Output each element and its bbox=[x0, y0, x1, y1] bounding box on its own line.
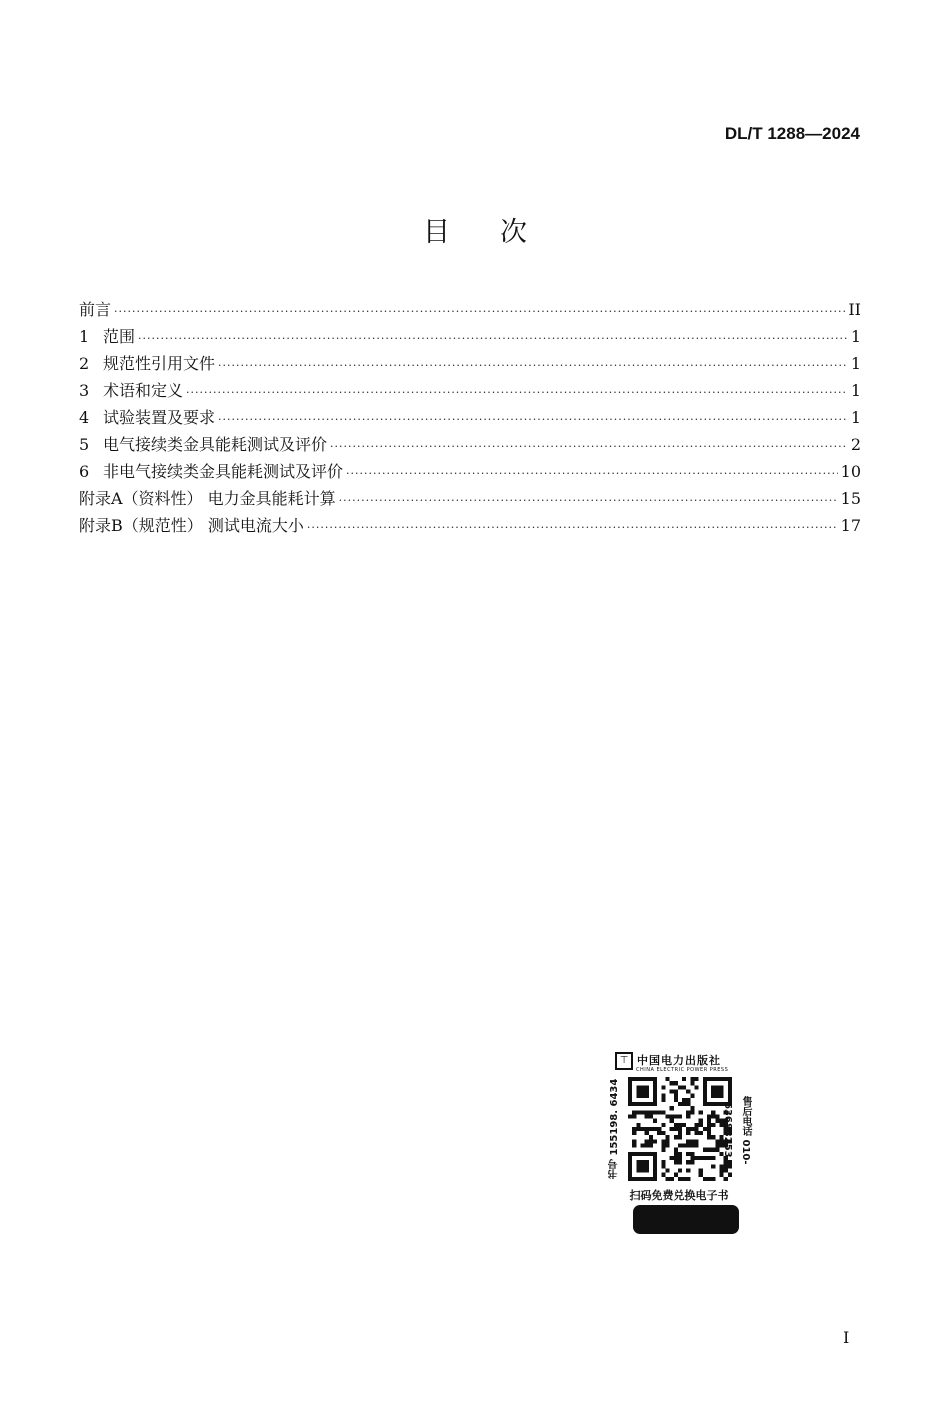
redacted-code-area bbox=[633, 1205, 739, 1234]
toc-entry-page: 17 bbox=[840, 516, 861, 535]
toc-entry-label: 电气接续类金具能耗测试及评价 bbox=[103, 435, 328, 454]
toc-entry-number: 2 bbox=[79, 354, 90, 373]
table-of-contents bbox=[79, 296, 861, 539]
toc-entry-preface[interactable] bbox=[79, 296, 861, 323]
publisher-name-en: CHINA ELECTRIC POWER PRESS bbox=[636, 1067, 729, 1073]
sales-phone: 售后电话 010-63683253 bbox=[722, 1095, 751, 1165]
toc-entry-label: 前言 bbox=[79, 300, 112, 319]
toc-entry-page: 10 bbox=[840, 462, 861, 481]
toc-leader-dots bbox=[114, 298, 845, 325]
toc-entry-number: 5 bbox=[79, 435, 90, 454]
toc-entry-terms[interactable] bbox=[79, 377, 861, 404]
toc-entry-label: 试验装置及要求 bbox=[103, 408, 216, 427]
toc-leader-dots bbox=[218, 352, 848, 379]
toc-leader-dots bbox=[218, 406, 848, 433]
toc-entry-label: 范围 bbox=[103, 327, 136, 346]
toc-entry-normative-references[interactable] bbox=[79, 350, 861, 377]
toc-entry-page: II bbox=[848, 300, 861, 319]
toc-entry-page: 1 bbox=[850, 408, 861, 427]
toc-leader-dots bbox=[138, 325, 848, 352]
toc-entry-electrical-fittings[interactable] bbox=[79, 431, 861, 458]
publisher-name: 中国电力出版社 bbox=[637, 1054, 721, 1067]
toc-leader-dots bbox=[330, 433, 848, 460]
page-number: I bbox=[843, 1328, 850, 1347]
book-number: 书号 155198. 6434 bbox=[609, 1078, 620, 1180]
toc-entry-page: 1 bbox=[850, 354, 861, 373]
toc-entry-label: 附录B（规范性） 测试电流大小 bbox=[79, 516, 304, 535]
publisher-logo-icon: ⊤ bbox=[615, 1052, 633, 1070]
toc-entry-label: 术语和定义 bbox=[103, 381, 184, 400]
toc-entry-number: 4 bbox=[79, 408, 90, 427]
toc-entry-label: 规范性引用文件 bbox=[103, 354, 216, 373]
toc-leader-dots bbox=[339, 487, 838, 514]
toc-entry-number: 6 bbox=[79, 462, 90, 481]
toc-entry-label: 附录A（资料性） 电力金具能耗计算 bbox=[79, 489, 336, 508]
toc-entry-number: 1 bbox=[79, 327, 90, 346]
toc-title: 目次 bbox=[423, 217, 577, 248]
scan-instruction: 扫码免费兑换电子书 bbox=[629, 1189, 729, 1202]
toc-entry-non-electrical-fittings[interactable] bbox=[79, 458, 861, 485]
toc-entry-test-apparatus[interactable] bbox=[79, 404, 861, 431]
toc-leader-dots bbox=[346, 460, 838, 487]
standard-code: DL/T 1288—2024 bbox=[724, 124, 860, 143]
toc-entry-label: 非电气接续类金具能耗测试及评价 bbox=[103, 462, 344, 481]
qr-code-icon[interactable] bbox=[628, 1077, 732, 1181]
toc-entry-appendix-a[interactable] bbox=[79, 485, 861, 512]
toc-leader-dots bbox=[186, 379, 848, 406]
toc-entry-scope[interactable] bbox=[79, 323, 861, 350]
toc-entry-page: 1 bbox=[850, 327, 861, 346]
toc-entry-page: 2 bbox=[850, 435, 861, 454]
toc-entry-page: 1 bbox=[850, 381, 861, 400]
toc-entry-page: 15 bbox=[840, 489, 861, 508]
toc-entry-appendix-b[interactable] bbox=[79, 512, 861, 539]
toc-entry-number: 3 bbox=[79, 381, 90, 400]
ebook-qr-card[interactable] bbox=[606, 1047, 752, 1237]
toc-leader-dots bbox=[307, 514, 838, 541]
